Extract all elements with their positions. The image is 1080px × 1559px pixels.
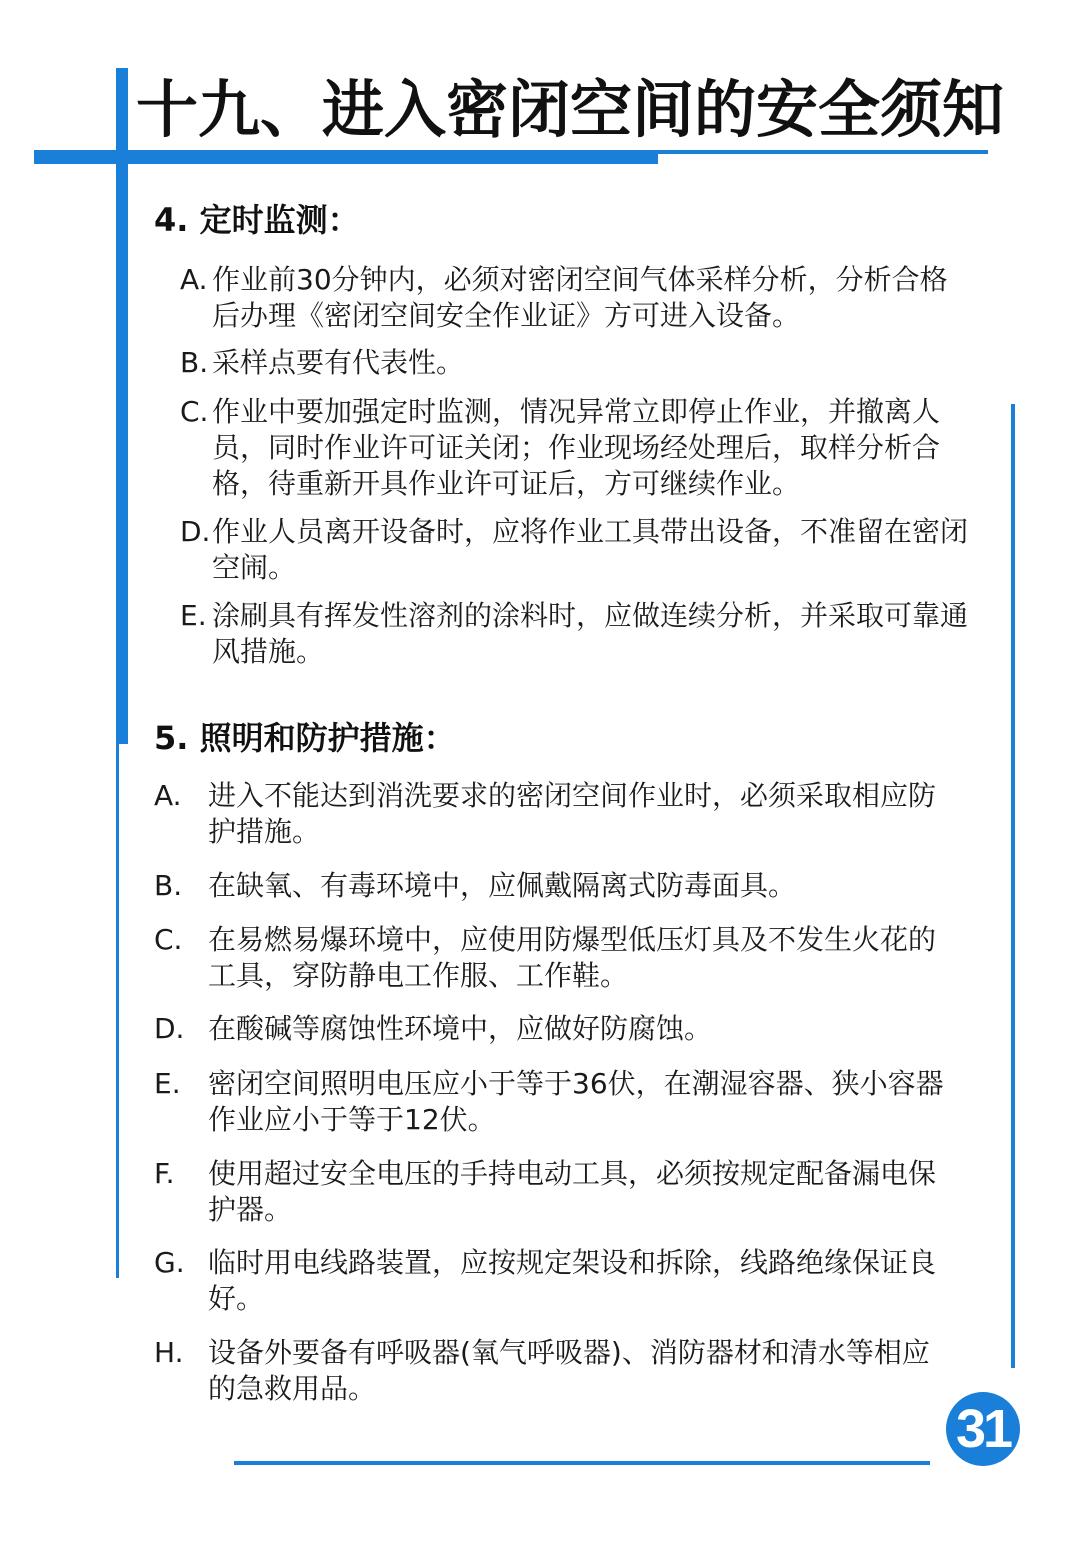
item-text: 涂刷具有挥发性溶剂的涂料时，应做连续分析，并采取可靠通风措施。	[212, 599, 969, 668]
title-underline-bar	[34, 150, 658, 164]
item-text: 作业人员离开设备时，应将作业工具带出设备，不准留在密闭空闹。	[212, 515, 969, 584]
list-item	[180, 394, 970, 502]
item-text: 在酸碱等腐蚀性环境中，应做好防腐蚀。	[208, 1012, 713, 1045]
left-accent-bar	[116, 68, 128, 744]
item-letter: E.	[154, 1067, 181, 1100]
item-letter: C.	[154, 923, 183, 956]
item-text: 进入不能达到消洗要求的密闭空间作业时，必须采取相应防护措施。	[208, 779, 937, 848]
item-letter: D.	[180, 515, 211, 548]
item-text: 密闭空间照明电压应小于等于36伏，在潮湿容器、狭小容器作业应小于等于12伏。	[208, 1067, 944, 1136]
item-text: 使用超过安全电压的手持电动工具，必须按规定配备漏电保护器。	[208, 1157, 937, 1226]
item-text: 作业前30分钟内，必须对密闭空间气体采样分析，分析合格后办理《密闭空间安全作业证》方可进入设备。	[212, 263, 948, 332]
item-letter: E.	[180, 599, 207, 632]
list-item	[154, 1066, 954, 1138]
item-text: 在易燃易爆环境中，应使用防爆型低压灯具及不发生火花的工具，穿防静电工作服、工作鞋。	[208, 923, 937, 992]
list-item	[154, 868, 954, 904]
list-item	[154, 1156, 954, 1228]
item-letter: A.	[154, 779, 182, 812]
item-letter: A.	[180, 263, 208, 296]
item-letter: C.	[180, 395, 209, 428]
list-item	[180, 345, 970, 381]
list-item	[154, 1011, 954, 1047]
list-item	[154, 1335, 954, 1407]
right-accent-line	[1011, 404, 1015, 1368]
item-letter: B.	[180, 346, 209, 379]
list-item	[180, 598, 970, 670]
list-item	[154, 922, 954, 994]
item-text: 临时用电线路装置，应按规定架设和拆除，线路绝缘保证良好。	[208, 1246, 937, 1315]
list-item	[154, 778, 954, 850]
section-heading-lighting-protection: 5. 照明和防护措施：	[154, 719, 456, 757]
list-item	[154, 1245, 954, 1317]
item-letter: F.	[154, 1157, 175, 1190]
title-underline-line	[658, 150, 988, 154]
item-letter: G.	[154, 1246, 185, 1279]
page-number-badge: 31	[946, 1392, 1020, 1466]
item-text: 采样点要有代表性。	[212, 346, 465, 379]
list-item	[180, 262, 970, 334]
item-letter: H.	[154, 1336, 184, 1369]
left-accent-line	[116, 744, 119, 1278]
list-item	[180, 514, 970, 586]
item-letter: D.	[154, 1012, 185, 1045]
item-text: 在缺氧、有毒环境中，应佩戴隔离式防毒面具。	[208, 869, 797, 902]
section-heading-timed-monitoring: 4. 定时监测：	[154, 201, 360, 239]
item-text: 设备外要备有呼吸器(氧气呼吸器)、消防器材和清水等相应的急救用品。	[208, 1336, 930, 1405]
bottom-accent-line	[234, 1461, 930, 1465]
item-text: 作业中要加强定时监测，情况异常立即停止作业，并撤离人员，同时作业许可证关闭；作业现场经处理后，取样分析合格，待重新开具作业许可证后，方可继续作业。	[212, 395, 941, 500]
page-title: 十九、进入密闭空间的安全须知	[136, 73, 1005, 146]
item-letter: B.	[154, 869, 183, 902]
